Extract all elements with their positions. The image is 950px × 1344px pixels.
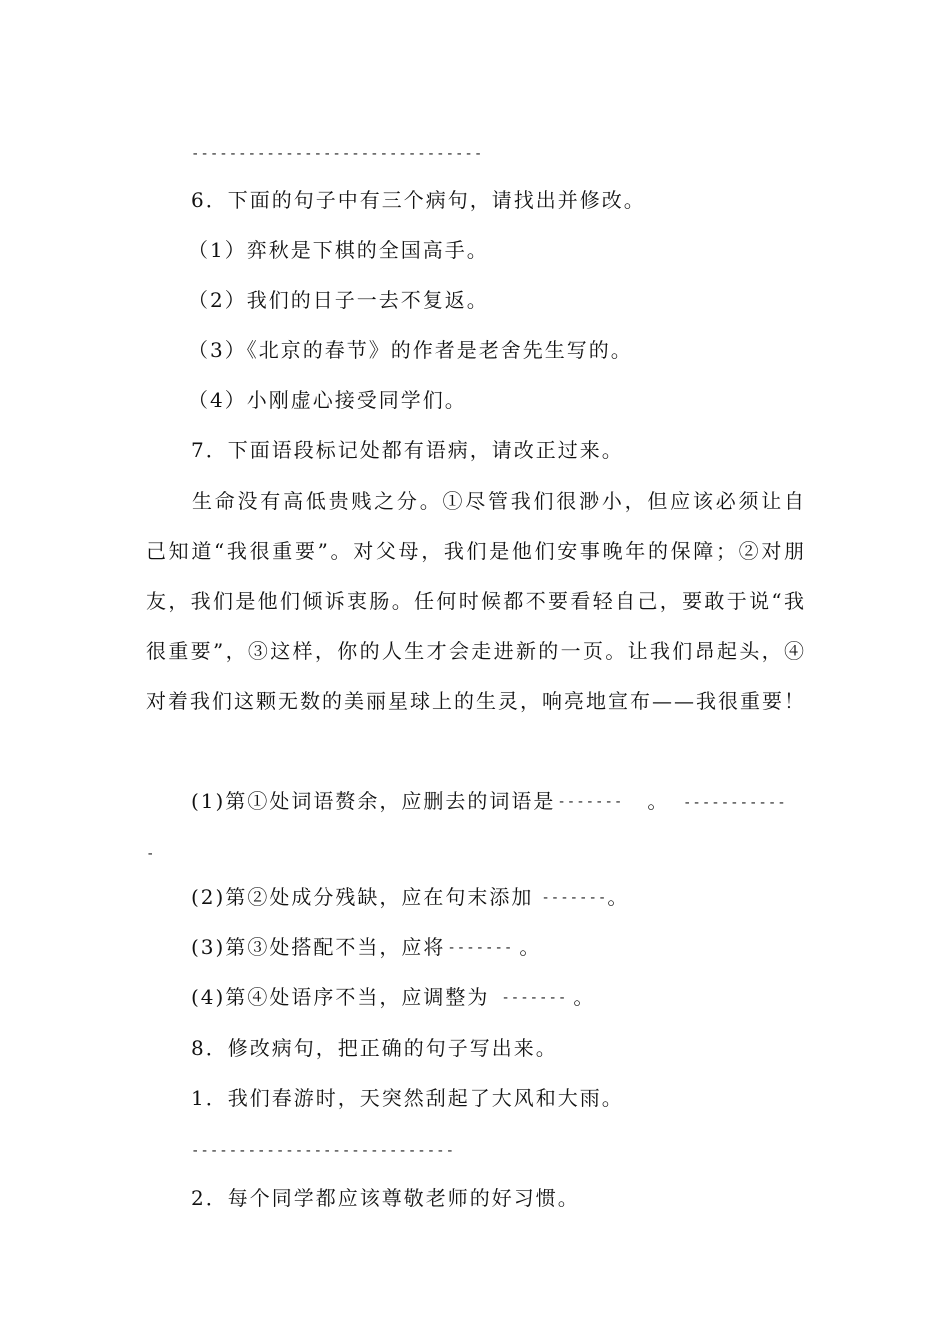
question-7-sub-2 xyxy=(191,883,629,911)
sub-4-period: 。 xyxy=(573,985,596,1009)
sub-1-tail-blank: ----------- xyxy=(683,795,787,811)
sub-3-period: 。 xyxy=(519,935,542,959)
question-6-item-3: （3）《北京的春节》的作者是老舍先生写的。 xyxy=(188,338,633,362)
question-7-sub-1 xyxy=(191,787,669,815)
question-7-sub-4 xyxy=(191,983,595,1011)
question-8-answer-blank: ---------------------------- xyxy=(191,1143,456,1159)
question-6-item-4: （4）小刚虚心接受同学们。 xyxy=(188,388,467,412)
sub-1-blank: ------- xyxy=(557,794,624,810)
sub-1-wrap-blank: - xyxy=(146,846,156,862)
question-7-sub-3 xyxy=(191,933,541,961)
sub-2-blank: ------- xyxy=(541,890,608,906)
sub-2-period: 。 xyxy=(607,885,630,909)
sub-3-prompt: (3)第③处搭配不当，应将 xyxy=(191,935,446,959)
question-6-item-1: （1）弈秋是下棋的全国高手。 xyxy=(188,238,489,262)
question-6-title: 6．下面的句子中有三个病句，请找出并修改。 xyxy=(191,188,646,212)
sub-2-prompt: (2)第②处成分残缺，应在句末添加 xyxy=(191,885,534,909)
answer-blank-line: ------------------------------- xyxy=(191,146,484,162)
question-7-title: 7．下面语段标记处都有语病，请改正过来。 xyxy=(191,438,624,462)
sub-4-blank: ------- xyxy=(501,990,568,1006)
sub-1-prompt: (1)第①处词语赘余，应删去的词语是 xyxy=(191,789,556,813)
question-6-item-2: （2）我们的日子一去不复返。 xyxy=(188,288,489,312)
question-8-item-1: 1．我们春游时，天突然刮起了大风和大雨。 xyxy=(191,1086,624,1110)
sub-4-prompt: (4)第④处语序不当，应调整为 xyxy=(191,985,490,1009)
sub-3-blank: ------- xyxy=(447,940,514,956)
question-8-item-2: 2．每个同学都应该尊敬老师的好习惯。 xyxy=(191,1186,580,1210)
sub-1-period: 。 xyxy=(647,789,670,813)
question-7-paragraph: 生命没有高低贵贱之分。①尽管我们很渺小，但应该必须让自己知道“我很重要”。对父母，我们是他们安事晚年的保障；②对朋友，我们是他们倾诉衷肠。任何时候都不要看轻自己，要敢于说“我很重要”，③这样，你的人生才会走进新的一页。让我们昂起头，④对着我们这颗无数的美丽星球上的生灵，响亮地宣布——我很重要！ xyxy=(146,489,806,713)
question-8-title: 8．修改病句，把正确的句子写出来。 xyxy=(191,1036,558,1060)
